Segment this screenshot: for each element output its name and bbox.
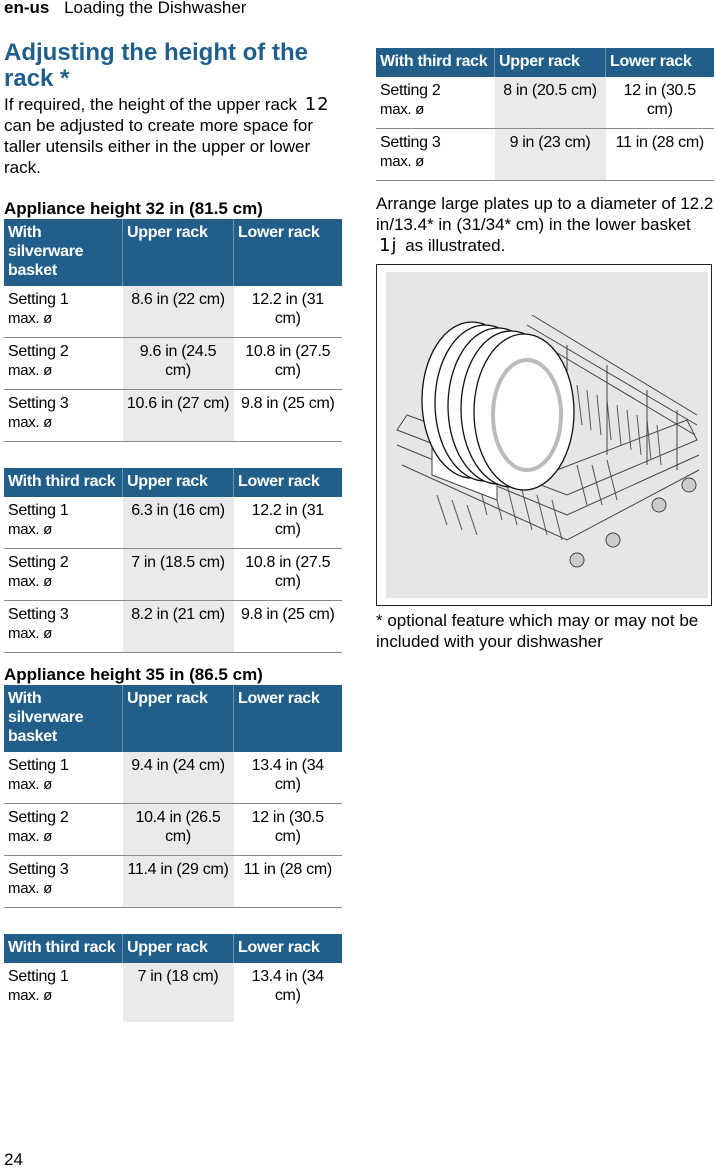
- table-row: Setting 3 max. ø 8.2 in (21 cm) 9.8 in (25 cm): [4, 601, 342, 653]
- table-row: Setting 1 max. ø 6.3 in (16 cm) 12.2 in (31 cm): [4, 497, 342, 549]
- table-row: Setting 3 max. ø 11.4 in (29 cm) 11 in (28 cm): [4, 856, 342, 908]
- col-header: Upper rack: [123, 468, 234, 497]
- left-column: [4, 40, 342, 1022]
- col-header: Upper rack: [123, 685, 234, 752]
- table-35in-silverware: [4, 685, 342, 908]
- arrange-paragraph: Arrange large plates up to a diameter of 12.2 in/13.4* in (31/34* cm) in the lower basket 1j as illustrated.: [376, 194, 714, 256]
- intro-text-end: can be adjusted to create more space for taller utensils either in the upper or lower rack.: [4, 116, 314, 177]
- table-row: Setting 3 max. ø 10.6 in (27 cm) 9.8 in (25 cm): [4, 390, 342, 442]
- col-header: With silverware basket: [4, 219, 123, 286]
- col-header: Upper rack: [495, 48, 606, 77]
- col-header: With silverware basket: [4, 685, 123, 752]
- table-row: Setting 1 max. ø 9.4 in (24 cm) 13.4 in (34 cm): [4, 752, 342, 804]
- table-row: Setting 2 max. ø 10.4 in (26.5 cm) 12 in (30.5 cm): [4, 804, 342, 856]
- table-row: Setting 3 max. ø 9 in (23 cm) 11 in (28 cm): [376, 129, 714, 181]
- col-header: Lower rack: [234, 685, 343, 752]
- intro-text: If required, the height of the upper rack: [4, 95, 297, 114]
- col-header: With third rack: [4, 934, 123, 963]
- table-row: Setting 1 max. ø 8.6 in (22 cm) 12.2 in (31 cm): [4, 286, 342, 338]
- rack-illustration: [376, 264, 712, 606]
- table-row: Setting 2 max. ø 8 in (20.5 cm) 12 in (30.5 cm): [376, 77, 714, 129]
- table-row: Setting 2 max. ø 9.6 in (24.5 cm) 10.8 in (27.5 cm): [4, 338, 342, 390]
- col-header: Lower rack: [234, 934, 343, 963]
- section-title: Loading the Dishwasher: [64, 0, 247, 17]
- page-header: [4, 0, 246, 18]
- table-35in-third-rack-continued: [376, 48, 714, 181]
- table-row: Setting 1 max. ø 7 in (18 cm) 13.4 in (34 cm): [4, 963, 342, 1022]
- reference-number: 12: [304, 94, 330, 115]
- table-32in-silverware: [4, 219, 342, 442]
- page-number: 24: [4, 1150, 23, 1169]
- page-heading: Adjusting the height of the rack *: [4, 39, 308, 92]
- table-32in-third-rack: [4, 468, 342, 653]
- section-title-32in: Appliance height 32 in (81.5 cm): [4, 199, 263, 218]
- section-title-35in: Appliance height 35 in (86.5 cm): [4, 665, 263, 684]
- col-header: Upper rack: [123, 219, 234, 286]
- dishwasher-rack-icon: [377, 265, 711, 605]
- intro-paragraph: [4, 94, 342, 178]
- col-header: Lower rack: [234, 468, 343, 497]
- right-column: [376, 48, 714, 652]
- col-header: Lower rack: [606, 48, 715, 77]
- col-header: With third rack: [376, 48, 495, 77]
- table-35in-third-rack: [4, 934, 342, 1022]
- language-code: en-us: [4, 0, 50, 17]
- table-row: Setting 2 max. ø 7 in (18.5 cm) 10.8 in (27.5 cm): [4, 549, 342, 601]
- reference-number: 1j: [379, 235, 398, 256]
- col-header: Upper rack: [123, 934, 234, 963]
- col-header: Lower rack: [234, 219, 343, 286]
- col-header: With third rack: [4, 468, 123, 497]
- optional-feature-note: * optional feature which may or may not be included with your dishwasher: [376, 611, 699, 651]
